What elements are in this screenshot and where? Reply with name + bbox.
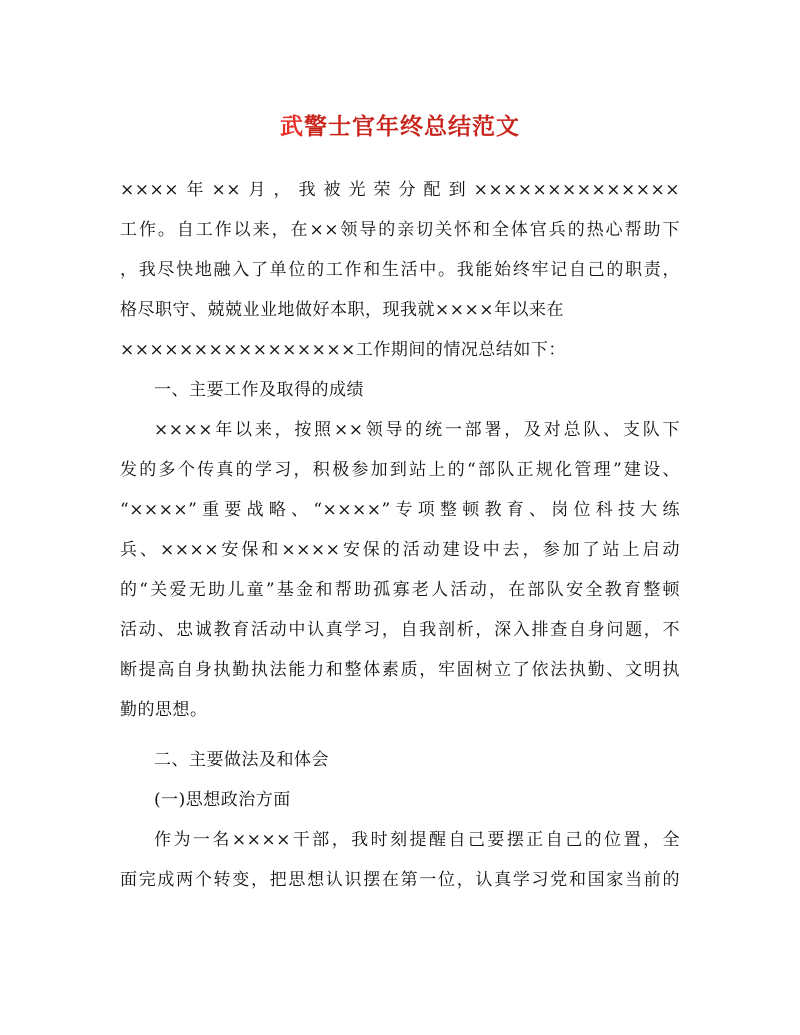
para1-line: 断提高自身执勤执法能力和整体素质，牢固树立了依法执勤、文明执 xyxy=(120,660,680,680)
section-heading-1: 一、主要工作及取得的成绩 xyxy=(154,380,364,400)
para1-line: ××××年以来，按照××领导的统一部署，及对总队、支队下 xyxy=(154,420,680,440)
intro-line: ，我尽快地融入了单位的工作和生活中。我能始终牢记自己的职责， xyxy=(120,260,680,280)
para2-line: 面完成两个转变，把思想认识摆在第一位，认真学习党和国家当前的 xyxy=(120,870,680,890)
intro-line: ××××××××××××××××工作期间的情况总结如下： xyxy=(120,340,566,360)
subsection-heading: (一)思想政治方面 xyxy=(154,790,291,810)
title-accent-char: 武 xyxy=(280,113,304,140)
para1-line: “××××”重要战略、“××××”专项整顿教育、岗位科技大练 xyxy=(120,500,680,520)
document-body xyxy=(120,170,680,900)
para1-line: 勤的思想。 xyxy=(120,700,208,720)
section-heading-2: 二、主要做法及和体会 xyxy=(154,750,329,770)
paragraph-gap xyxy=(120,730,680,740)
para1-line: 兵、××××安保和××××安保的活动建设中去，参加了站上启动 xyxy=(120,540,680,560)
para1-line: 发的多个传真的学习，积极参加到站上的“部队正规化管理”建设、 xyxy=(120,460,680,480)
para2-line: 作为一名××××干部，我时刻提醒自己要摆正自己的位置，全 xyxy=(154,830,680,850)
para1-line: 活动、忠诚教育活动中认真学习，自我剖析，深入排查自身问题，不 xyxy=(120,620,680,640)
intro-line: ××××年××月，我被光荣分配到×××××××××××××× xyxy=(120,180,680,200)
title-text: 警士官年终总结范文 xyxy=(304,113,520,140)
document-title xyxy=(0,108,800,141)
para1-line: 的“关爱无助儿童”基金和帮助孤寡老人活动，在部队安全教育整顿 xyxy=(120,580,680,600)
intro-line: 工作。自工作以来，在××领导的亲切关怀和全体官兵的热心帮助下 xyxy=(120,220,680,240)
intro-line: 格尽职守、兢兢业业地做好本职，现我就××××年以来在 xyxy=(120,300,564,320)
